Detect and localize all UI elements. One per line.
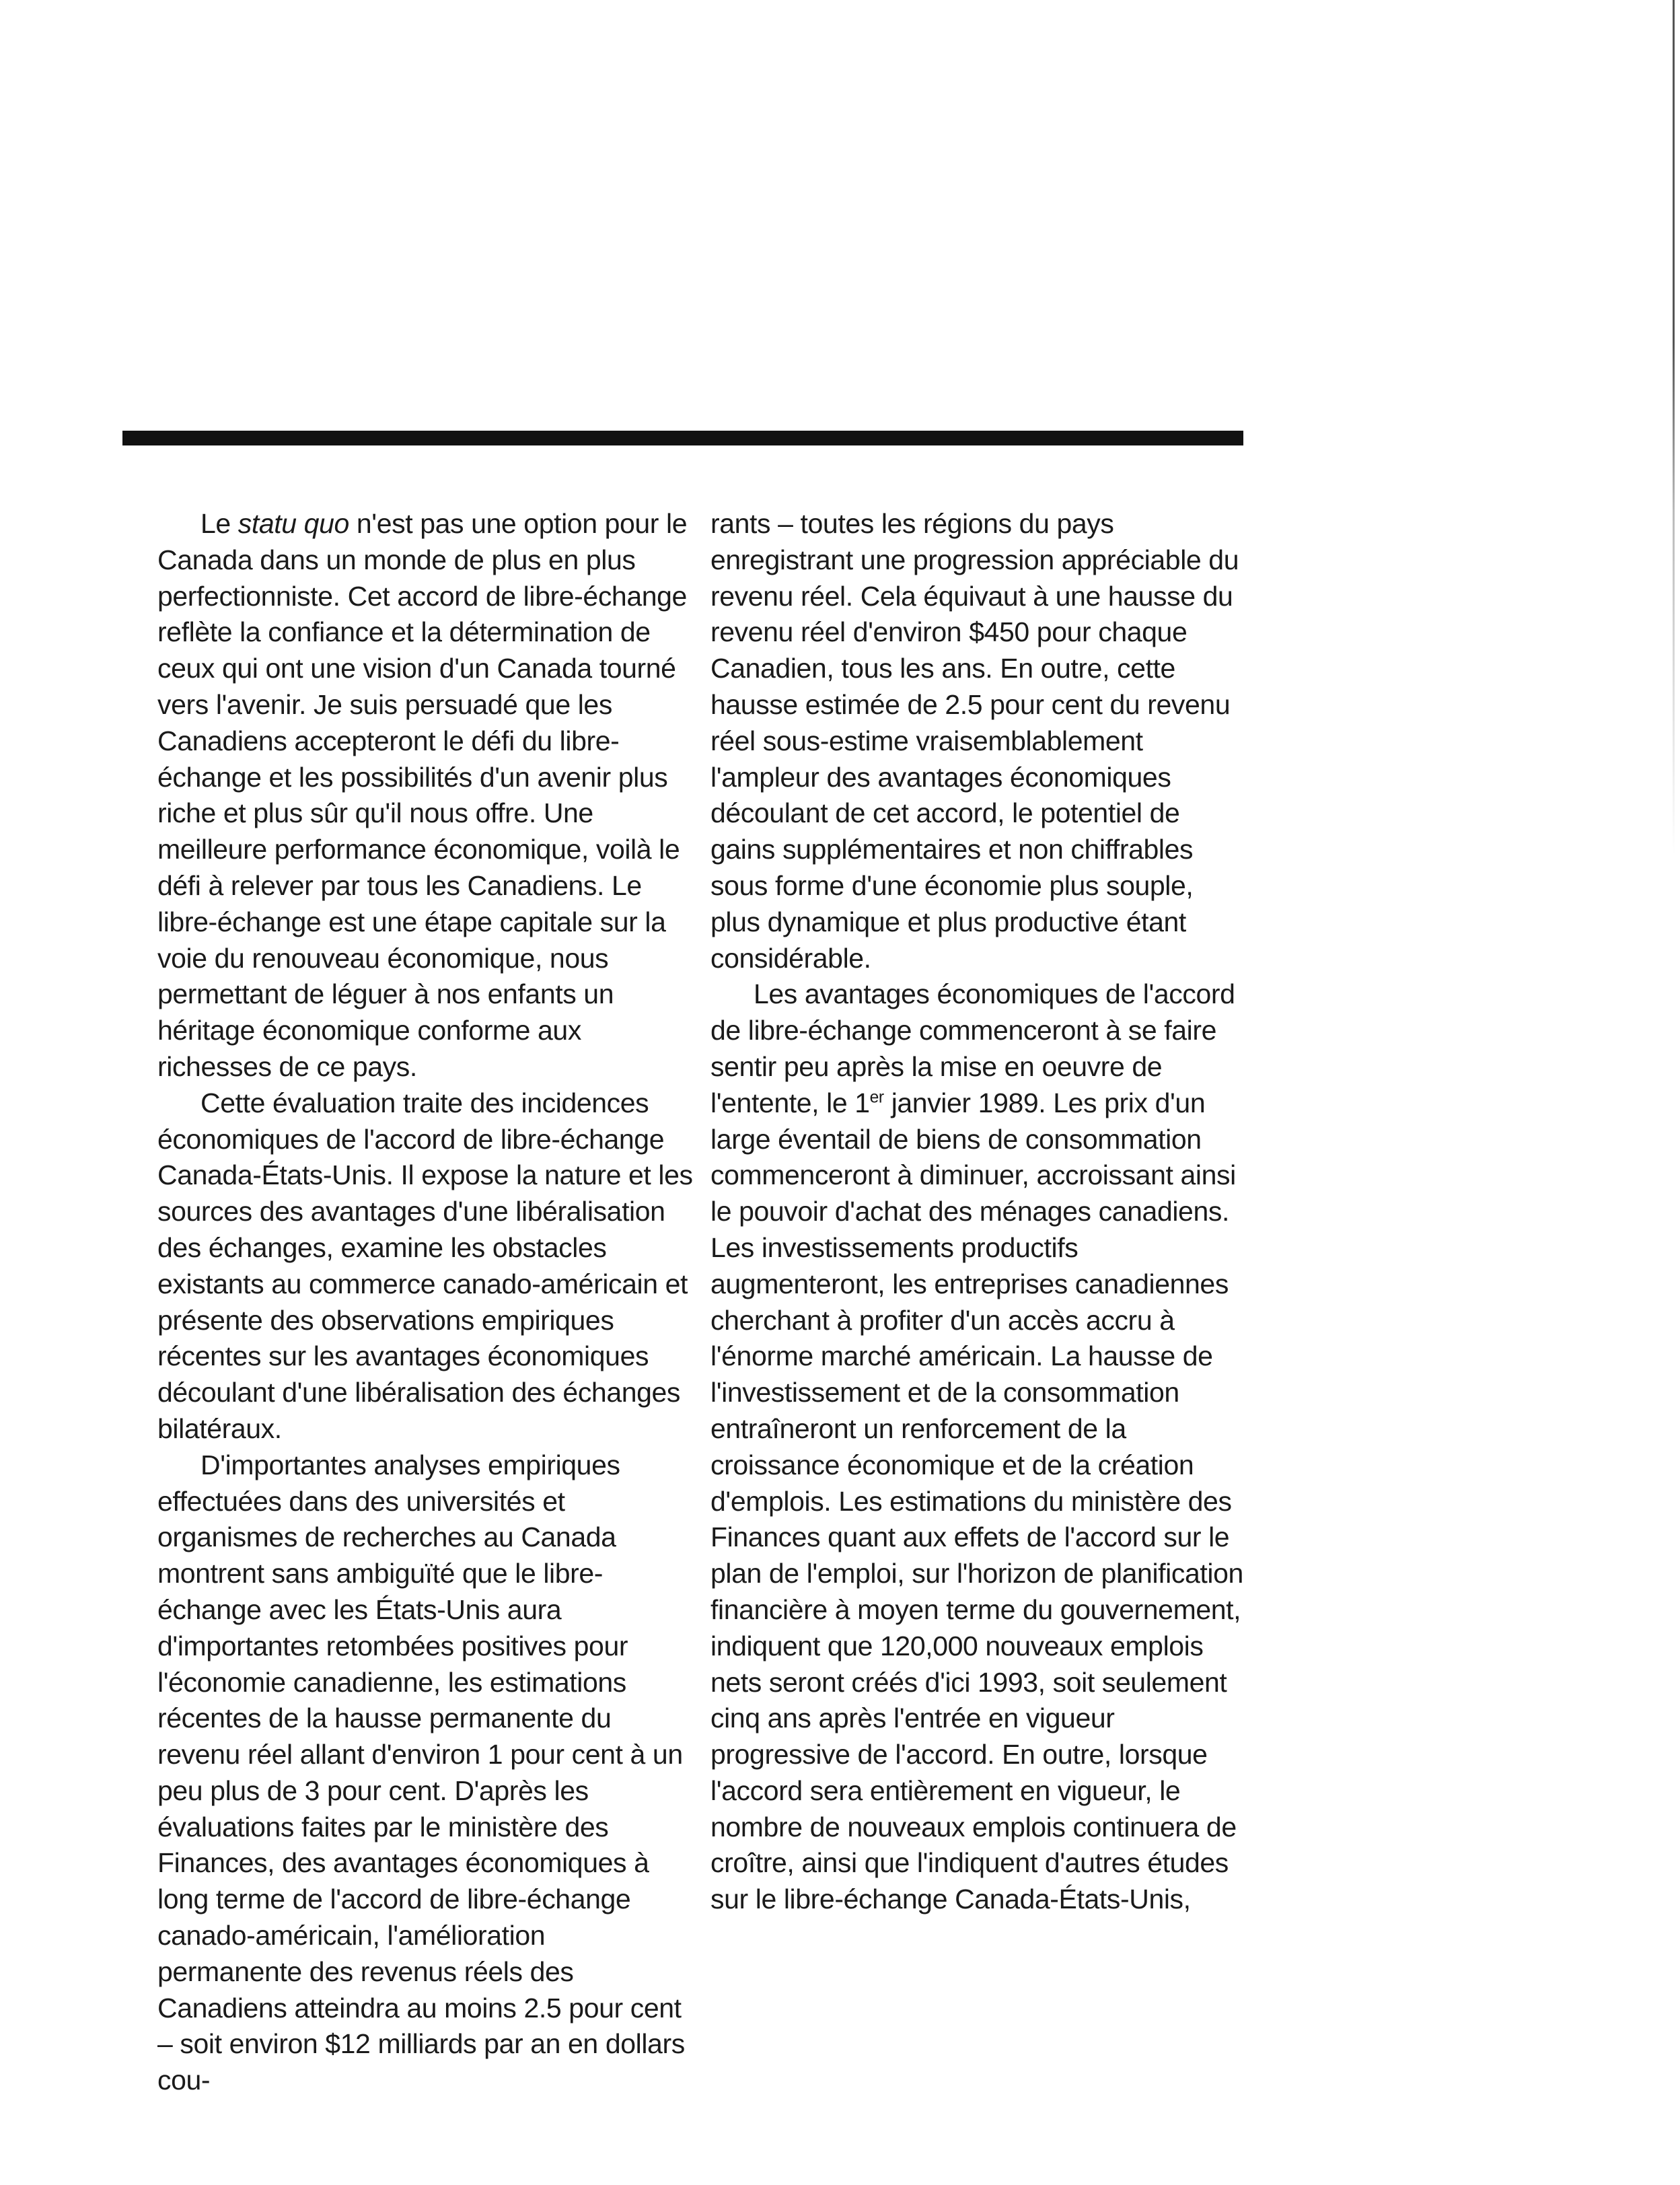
paragraph-continuation: rants – toutes les régions du pays enregistrant une progression appréciable du revenu réel. Cela équivaut à une hausse du revenu réel d'environ $450 pour chaque Canadien, tous les ans. En outre, cette hausse estimée de 2.5 pour cent du revenu réel sous-estime vraisemblablement l'ampleur des avantages économiques découlant de cet accord, le potentiel de gains supplémentaires et non chiffrables sous forme d'une économie plus souple, plus dynamique et plus productive étant considérable.	[710, 508, 1239, 974]
paragraph-text: janvier 1989. Les prix d'un large éventail de biens de consommation commenceront à diminuer, accroissant ainsi le pouvoir d'achat des ménages canadiens. Les investissements productifs augmenteront, les entreprises canadiennes cherchant à profiter d'un accès accru à l'énorme marché américain. La hausse de l'investissement et de la consommation entraîneront un renforcement de la croissance économique et de la création d'emplois. Les estimations du ministère des Finances quant aux effets de l'accord sur le plan de l'emploi, sur l'horizon de planification financière à moyen terme du gouvernement, indiquent que 120,000 nouveaux emplois nets seront créés d'ici 1993, soit seulement cinq ans après l'entrée en vigueur progressive de l'accord. En outre, lorsque l'accord sera entièrement en vigueur, le nombre de nouveaux emplois continuera de croître, ainsi que l'indiquent d'autres études sur le libre-échange Canada-États-Unis,	[710, 1087, 1243, 1915]
paragraph-text: n'est pas une option pour le Canada dans un monde de plus en plus perfectionniste. Cet accord de libre-échange reflète la confiance et la détermination de ceux qui ont une vision d'un Canada tourné vers l'avenir. Je suis persuadé que les Canadiens accepteront le défi du libre-échange et les possibilités d'un avenir plus riche et plus sûr qu'il nous offre. Une meilleure performance économique, voilà le défi à relever par tous les Canadiens. Le libre-échange est une étape capitale sur la voie du renouveau économique, nous permettant de léguer à nos enfants un héritage économique conforme aux richesses de ce pays.	[157, 508, 688, 1082]
emphasis-text: statu quo	[238, 508, 349, 539]
paragraph-evaluation: Cette évaluation traite des incidences économiques de l'accord de libre-échange Canada-États-Unis. Il expose la nature et les sources des avantages d'une libéralisation des échanges, examine les obstacles existants au commerce canado-américain et présente des observations empiriques récentes sur les avantages économiques découlant d'une libéralisation des échanges bilatéraux.	[157, 1087, 693, 1444]
paragraph-text: Les avantages économiques de l'accord de libre-échange commenceront à se faire sentir peu après la mise en oeuvre de l'entente, le 1	[710, 978, 1235, 1118]
scan-edge-mark	[1673, 0, 1675, 855]
right-column	[710, 506, 1249, 1918]
paragraph-economic-benefits	[710, 976, 1249, 1918]
superscript: er	[869, 1088, 884, 1107]
left-column	[157, 506, 696, 2099]
header-rule	[122, 431, 1243, 445]
paragraph-empirical-analyses: D'importantes analyses empiriques effectuées dans des universités et organismes de recherches au Canada montrent sans ambiguïté que le libre-échange avec les États-Unis aura d'importantes retombées positives pour l'économie canadienne, les estimations récentes de la hausse permanente du revenu réel allant d'environ 1 pour cent à un peu plus de 3 pour cent. D'après les évaluations faites par le ministère des Finances, des avantages économiques à long terme de l'accord de libre-échange canado-américain, l'amélioration permanente des revenus réels des Canadiens atteindra au moins 2.5 pour cent – soit environ $12 milliards par an en dollars cou-	[157, 1449, 685, 2096]
paragraph-text: Le	[200, 508, 238, 539]
paragraph-statu-quo	[157, 506, 696, 1085]
